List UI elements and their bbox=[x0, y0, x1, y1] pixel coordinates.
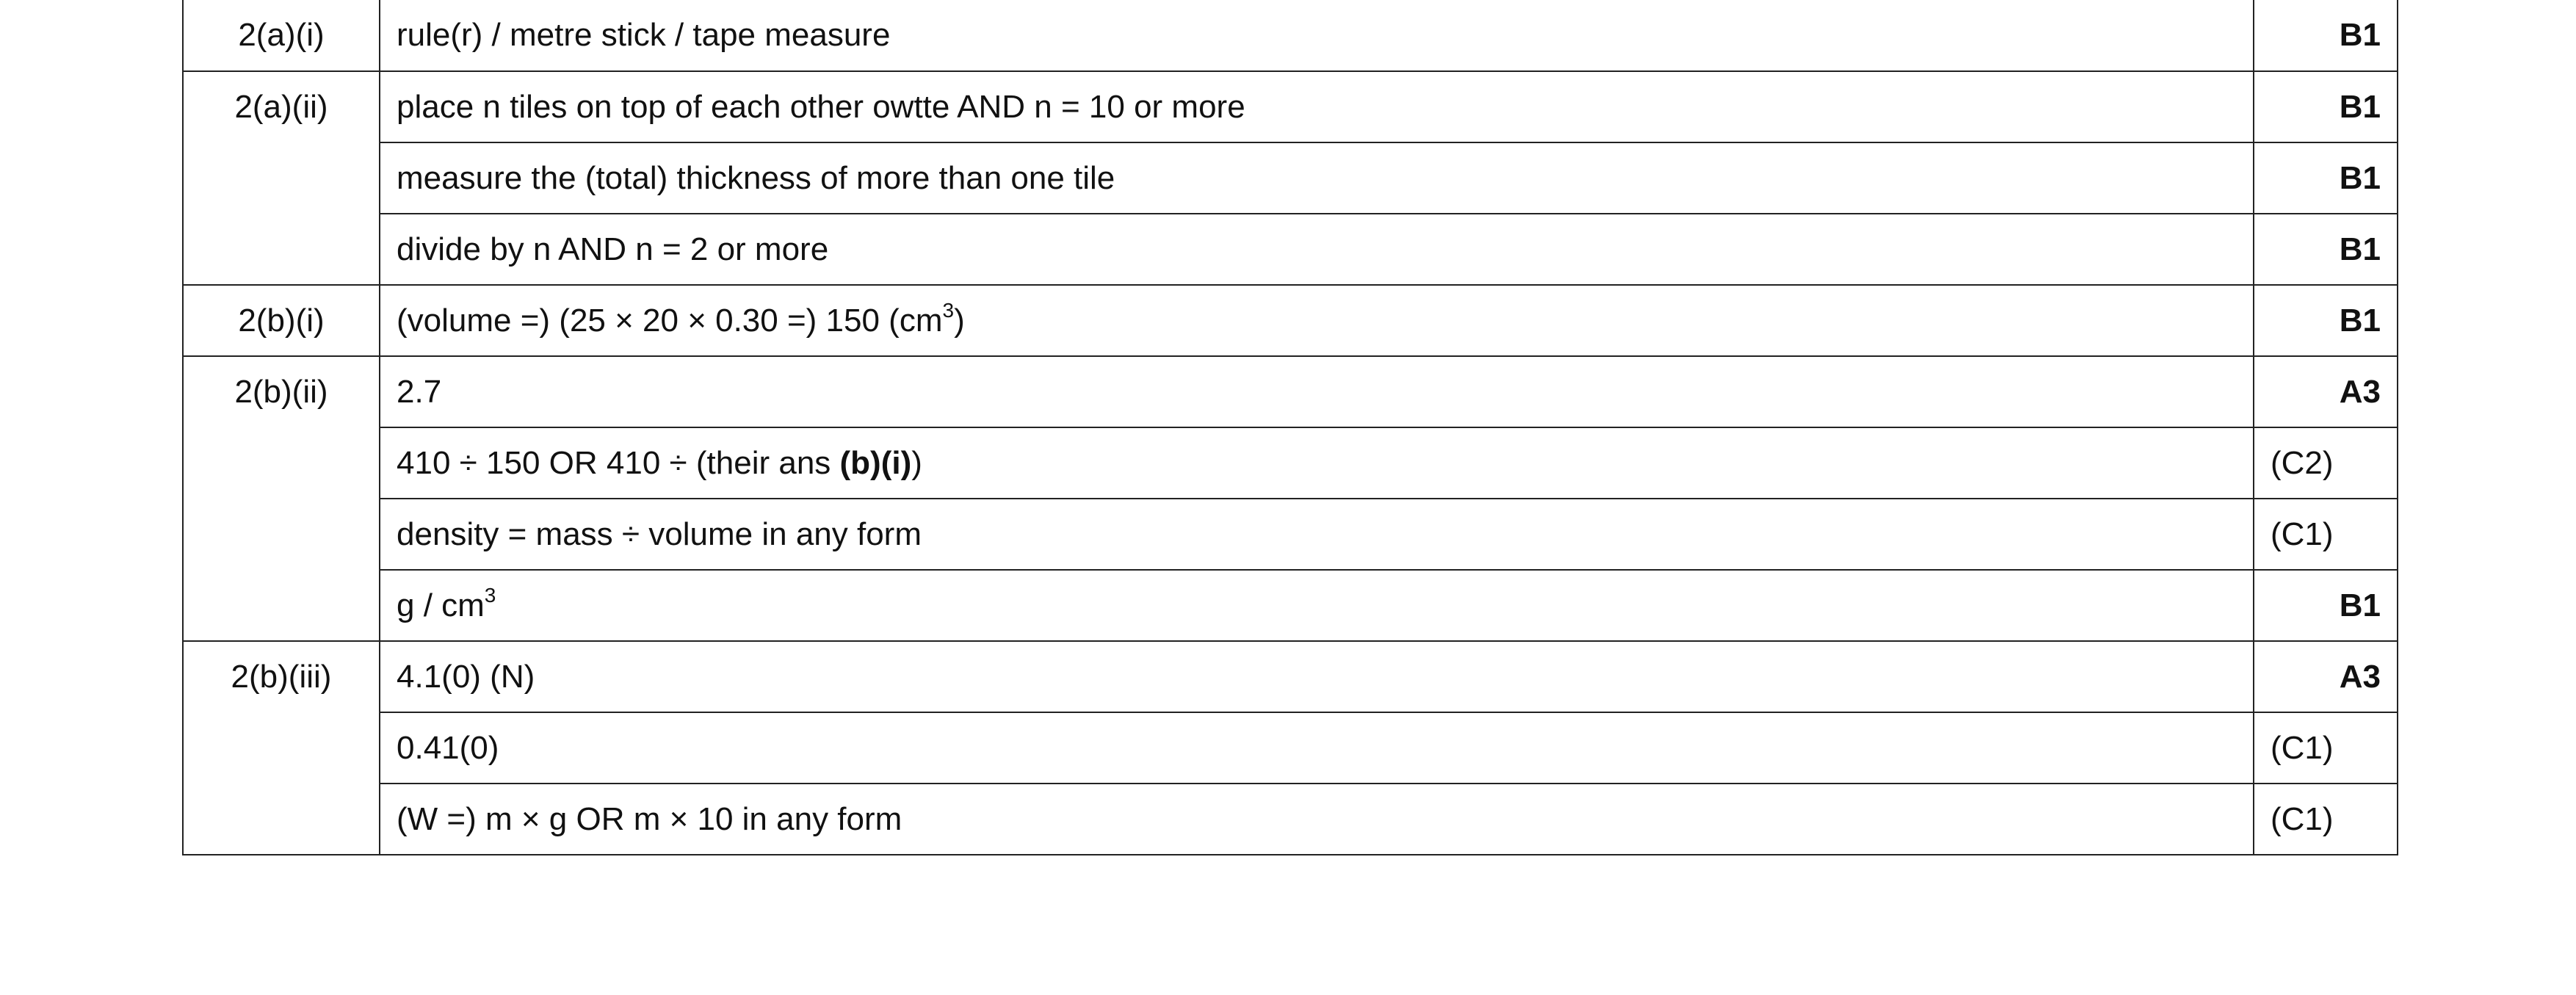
answer-text: divide by n AND n = 2 or more bbox=[380, 214, 2254, 285]
superscript: 3 bbox=[942, 299, 955, 322]
table-row bbox=[183, 214, 2398, 285]
answer-text: density = mass ÷ volume in any form bbox=[380, 499, 2254, 570]
mark-cell: (C1) bbox=[2254, 784, 2398, 855]
answer-text: (W =) m × g OR m × 10 in any form bbox=[380, 784, 2254, 855]
mark-cell: A3 bbox=[2254, 356, 2398, 427]
mark-cell: (C1) bbox=[2254, 712, 2398, 784]
table-row bbox=[183, 427, 2398, 499]
table-row bbox=[183, 0, 2398, 71]
table-row bbox=[183, 71, 2398, 142]
question-number: 2(b)(ii) bbox=[183, 356, 380, 641]
mark-cell: (C2) bbox=[2254, 427, 2398, 499]
mark-cell: B1 bbox=[2254, 142, 2398, 214]
answer-text bbox=[380, 570, 2254, 641]
question-number: 2(a)(ii) bbox=[183, 71, 380, 285]
table-row bbox=[183, 712, 2398, 784]
answer-text: 0.41(0) bbox=[380, 712, 2254, 784]
answer-text-end: ) bbox=[911, 445, 922, 481]
table-row bbox=[183, 784, 2398, 855]
mark-cell: B1 bbox=[2254, 285, 2398, 356]
table-row bbox=[183, 142, 2398, 214]
mark-cell: B1 bbox=[2254, 71, 2398, 142]
answer-text: place n tiles on top of each other owtte AND n = 10 or more bbox=[380, 71, 2254, 142]
question-number: 2(b)(iii) bbox=[183, 641, 380, 855]
answer-text-main: g / cm bbox=[397, 587, 485, 623]
question-number: 2(b)(i) bbox=[183, 285, 380, 356]
table-row bbox=[183, 285, 2398, 356]
mark-cell: B1 bbox=[2254, 214, 2398, 285]
answer-text-main: (volume =) (25 × 20 × 0.30 =) 150 (cm bbox=[397, 303, 943, 339]
answer-text: 2.7 bbox=[380, 356, 2254, 427]
mark-cell: A3 bbox=[2254, 641, 2398, 712]
mark-cell: B1 bbox=[2254, 570, 2398, 641]
mark-scheme-table bbox=[182, 0, 2398, 855]
answer-text-end: ) bbox=[954, 303, 965, 339]
answer-text bbox=[380, 285, 2254, 356]
answer-reference-bold: (b)(i) bbox=[839, 445, 912, 481]
table-row bbox=[183, 499, 2398, 570]
mark-cell: B1 bbox=[2254, 0, 2398, 71]
table-row bbox=[183, 356, 2398, 427]
answer-text: rule(r) / metre stick / tape measure bbox=[380, 0, 2254, 71]
answer-text: 4.1(0) (N) bbox=[380, 641, 2254, 712]
answer-text-main: 410 ÷ 150 OR 410 ÷ (their ans bbox=[397, 445, 840, 481]
superscript: 3 bbox=[484, 584, 496, 607]
table-row bbox=[183, 641, 2398, 712]
mark-cell: (C1) bbox=[2254, 499, 2398, 570]
question-number: 2(a)(i) bbox=[183, 0, 380, 71]
answer-text bbox=[380, 427, 2254, 499]
table-row bbox=[183, 570, 2398, 641]
answer-text: measure the (total) thickness of more than one tile bbox=[380, 142, 2254, 214]
